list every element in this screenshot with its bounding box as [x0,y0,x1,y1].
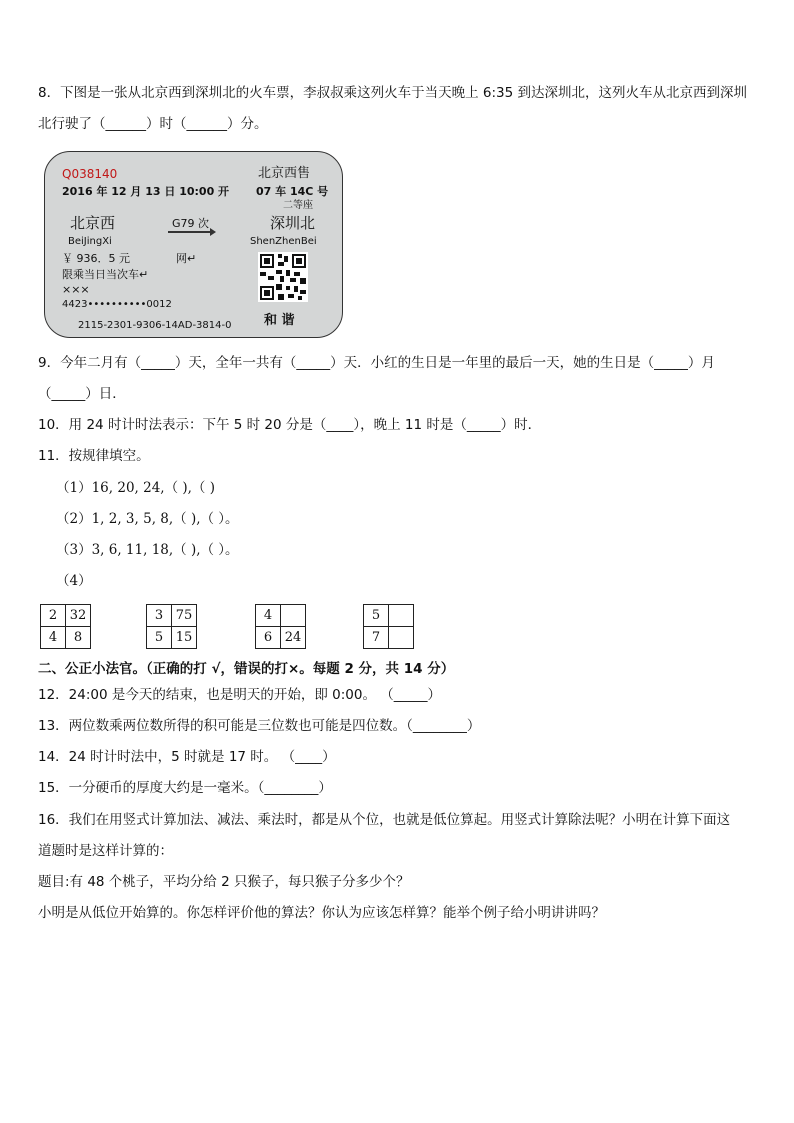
ticket-from-station: 北京西 [70,214,116,232]
grid-cell: 6 [256,627,281,649]
q14-text: 14．24 时计时法中，5 时就是 17 时。 （____） [38,749,336,765]
grid-cell[interactable] [281,605,306,627]
number-grid-3 [255,604,306,649]
q11-item-4: （4） [56,573,92,589]
q16-line1: 16．我们在用竖式计算加法、减法、乘法时，都是从个位，也就是低位算起。用竖式计算除法呢？小明在计算下面这 [38,812,731,828]
grid-cell: 15 [172,627,197,649]
q8-line1: 8．下图是一张从北京西到深圳北的火车票，李叔叔乘这列火车于当天晚上 6:35 到达深圳北，这列火车从北京西到深圳 [38,85,747,101]
q11-title: 11．按规律填空。 [38,448,150,464]
grid-cell[interactable] [389,605,414,627]
ticket-brand: 和 谐 [264,313,295,328]
grid-cell: 32 [66,605,91,627]
ticket-price: ￥ 936．5 元 [62,252,130,265]
q8-line2: 北行驶了（______）时（______）分。 [38,116,268,132]
ticket-limit-note: 限乘当日当次车↵ [62,268,149,281]
grid-cell: 2 [41,605,66,627]
grid-cell: 5 [147,627,172,649]
q10-text: 10．用 24 时计时法表示：下午 5 时 20 分是（____），晚上 11 时是（_____）时． [38,417,542,433]
q11-item-2: （2）1, 2, 3, 5, 8,（ ),（ ）。 [56,511,239,527]
section-2-heading: 二、公正小法官。（正确的打 √，错误的打×。每题 2 分，共 14 分） [38,661,455,677]
grid-cell: 5 [364,605,389,627]
q9-line2: （_____）日． [38,386,126,402]
ticket-from-pinyin: BeiJingXi [68,236,112,247]
q16-line2: 道题时是这样计算的： [38,843,173,859]
q11-item-1: （1）16, 20, 24,（ ),（ ) [56,480,215,496]
ticket-date-time: 2016 年 12 月 13 日 10:00 开 [62,185,230,198]
qr-code-icon [258,252,308,302]
grid-cell: 4 [41,627,66,649]
grid-cell: 3 [147,605,172,627]
grid-cell[interactable] [389,627,414,649]
ticket-code: 2115-2301-9306-14AD-3814-0 [78,320,232,331]
ticket-id-number: 4423••••••••••0012 [62,299,172,310]
ticket-to-pinyin: ShenZhenBei [250,236,317,247]
grid-cell: 8 [66,627,91,649]
ticket-seat-class: 二等座 [283,200,313,211]
ticket-direction-arrow-icon [168,231,214,233]
number-grid-4 [363,604,414,649]
ticket-car-seat: 07 车 14C 号 [256,185,329,198]
q9-line1: 9．今年二月有（_____）天，全年一共有（_____）天．小红的生日是一年里的最后一天，她的生日是（_____）月 [38,355,715,371]
grid-cell: 75 [172,605,197,627]
grid-cell: 7 [364,627,389,649]
number-grid-1 [40,604,91,649]
q11-item-3: （3）3, 6, 11, 18,（ ),（ ）。 [56,542,239,558]
q13-text: 13．两位数乘两位数所得的积可能是三位数也可能是四位数。（________） [38,718,481,734]
grid-cell: 24 [281,627,306,649]
ticket-train-number: G79 次 [172,217,210,230]
ticket-serial: Q038140 [62,167,118,181]
number-grid-2 [146,604,197,649]
q15-text: 15．一分硬币的厚度大约是一毫米。（________） [38,780,332,796]
ticket-to-station: 深圳北 [270,214,316,232]
grid-cell: 4 [256,605,281,627]
ticket-passenger-name: ××× [62,283,90,296]
q12-text: 12．24:00 是今天的结束，也是明天的开始，即 0:00。 （_____） [38,687,442,703]
ticket-channel: 网↵ [176,252,197,265]
q16-line4: 小明是从低位开始算的。你怎样评价他的算法？你认为应该怎样算？能举个例子给小明讲讲吗？ [38,905,605,921]
q16-line3: 题目:有 48 个桃子，平均分给 2 只猴子，每只猴子分多少个？ [38,874,410,890]
ticket-sold-at: 北京西售 [258,166,311,181]
